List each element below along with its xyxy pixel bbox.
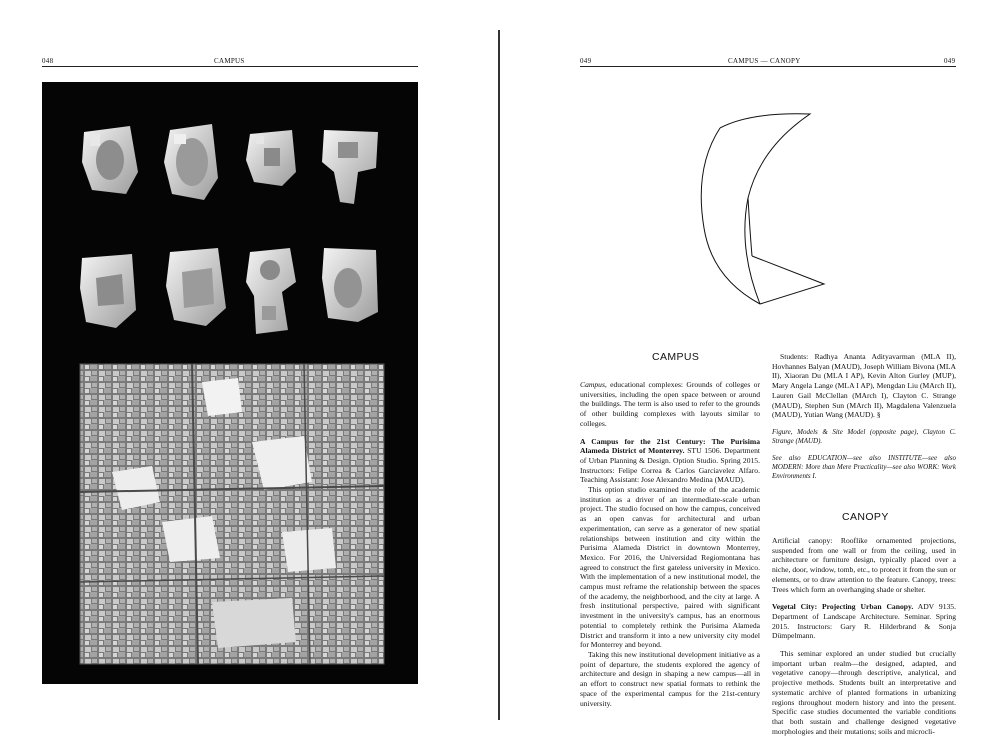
canopy-paragraph-1: This seminar explored an under studied but crucially important urban realm—the designed, adapted, and vegetative canopy—through descriptive, analytical, and projective methods. Students built an interpretative and systematic archive of planted formations in urbanizing regions throughout modern history and into the present. Specific case studies documented the variable conditions that both sustain and challenge designed vegetative morphologies and their mutations; soils and microcli- [772,649,956,736]
site-model [80,364,384,664]
model-7 [246,248,296,334]
model-5 [80,254,136,328]
campus-see-also: See also EDUCATION—see also INSTITUTE—see also MODERN: More than Mere Practicality—see also WORK: Work Environments I. [772,453,956,480]
canopy-studio [772,602,956,641]
canopy-definition: Artificial canopy: Rooflike ornamented projections, suspended from one wall or from the ceiling, used in architecture or furniture design, typically placed over a niche, door, window, tomb, etc., to protect it from the sun or elements, or to draw attention to the feature. Canopy, trees: Trees which form an overhanging shade or shelter. [772,536,956,594]
right-running-head: CAMPUS — CANOPY [728,57,801,65]
model-8 [322,248,378,322]
left-folio: 048 [42,57,54,65]
canopy-column [772,536,956,736]
figure-caption: Figure, Models & Site Model (opposite page), Clayton C. Strange (MAUD). [772,427,956,445]
campus-models-photo [42,82,418,684]
campus-studio [580,437,760,486]
second-column [772,352,956,481]
model-2 [164,124,218,200]
left-running-head: CAMPUS [214,57,245,65]
canopy-studio-title: Vegetal City: Projecting Urban Canopy. [772,602,914,612]
left-header-rule [42,66,418,67]
right-header-rule [580,66,956,67]
campus-students: Students: Radhya Ananta Adityavarman (MLA II), Hovhannes Balyan (MAUD), Joseph William Bivona (MLA II), Xiaoran Du (MLA I AP), Kevin Alton Gurley (MUP), Mary Angela Lange (MLA I AP), Mengdan Liu (MArch II), Lauren Gail McClellan (MArch I), Clayton C. Strange (MAUD), Stephen Sun (MArch II), Magdalena Valenzuela (MAUD), Yutian Wang (MAUD). § [772,352,956,420]
campus-studio-title: A Campus for the 21st Century: The Purisima Alameda District of Monterrey. [580,436,760,456]
campus-definition-text: , educational complexes: Grounds of colleges or universities, including the open space between or around the buildings. The term is also used to refer to the grounds of other building complexes with layouts similar to colleges. [580,380,760,428]
campus-paragraph-1: This option studio examined the role of the academic institution as a driver of an intermediate-scale urban project. The studio focused on how the campus, conceived as an open canvas for architectural and urban experimentation, can serve as a generator of new spatial relationships between institution and city within the Purisima Alameda District in downtown Monterrey, Mexico. For 2016, the Universidad Regiomontana has agreed to construct the first gateless university in Mexico. With the implementation of a new institutional model, the campus must reframe the relationship between the spaces of the academy, the neighborhood, and the city at large. A fresh institutional perspective, paired with significant investment in the university's campus, has an enormous potential to completely rethink the Purisima Alameda District and transform it into a new university city model for Monterrey and beyond. [580,485,760,650]
campus-studio-info: STU 1506. Department of Urban Planning & Design. Option Studio. Spring 2015. Instructors: Felipe Correa & Carlos Garciavelez Alfaro. Teaching Assistant: Jose Alexandro Medina (MAUD). [580,446,760,485]
campus-term: Campus [580,380,605,389]
model-3 [246,130,296,186]
right-folio-right: 049 [944,57,956,65]
model-6 [166,248,226,326]
canopy-heading: CANOPY [842,511,889,523]
models-figure [42,82,418,684]
right-folio-left: 049 [580,57,592,65]
canopy-studio-info: ADV 9135. Department of Landscape Architecture. Seminar. Spring 2015. Instructors: Gary R. Hilderbrand & Sonja Dümpelmann. [772,602,957,641]
canopy-line-drawing [690,108,830,318]
book-gutter [498,30,500,720]
campus-heading: CAMPUS [652,351,700,363]
campus-definition [580,380,760,429]
model-1 [82,126,138,194]
model-4 [322,130,378,204]
campus-column [580,380,760,708]
campus-paragraph-2: Taking this new institutional development initiative as a point of departure, the students explored the agency of architecture and design in shaping a new campus—all in an effort to construct new spatial formats to rethink the space of the experimental campus for the 21st-century university. [580,649,760,708]
